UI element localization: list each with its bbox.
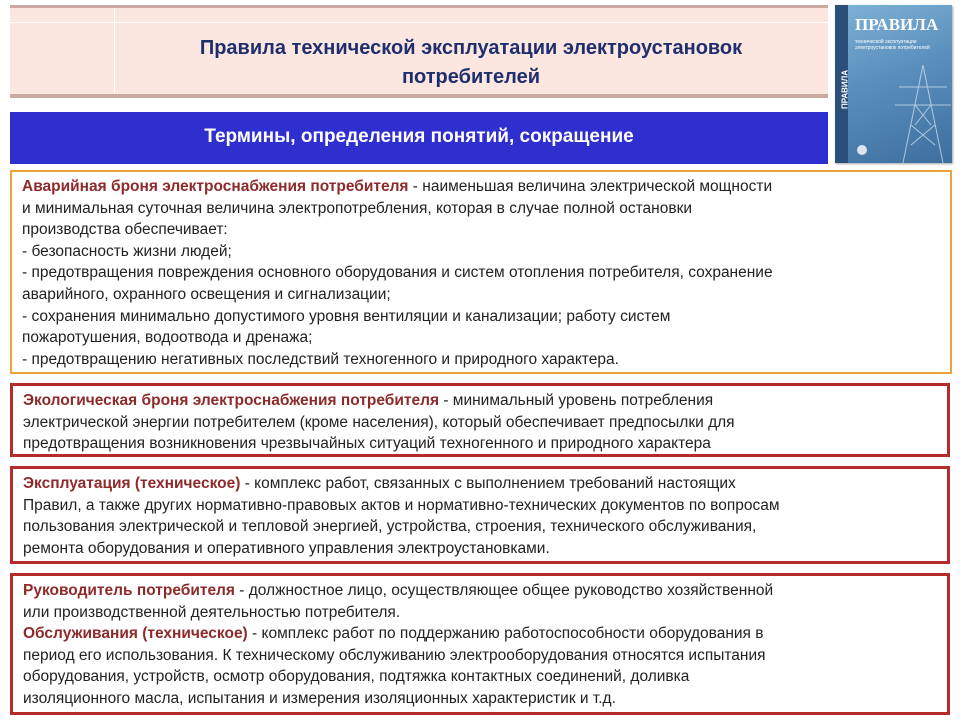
definition-box-operation — [10, 466, 950, 564]
section-subtitle: Термины, определения понятий, сокращение — [204, 126, 634, 147]
definition-line: и минимальная суточная величина электропотребления, которая в случае полной остановки — [22, 199, 693, 217]
page-title — [114, 34, 828, 92]
book-cover-title: ПРАВИЛА — [855, 15, 939, 34]
definition-line: производства обеспечивает: — [22, 221, 228, 239]
book-cover-subtitle: технической эксплуатации электроустановок потребителей — [855, 39, 930, 51]
definition-line: пользования электрической и тепловой энергией, устройства, строения, технического обслуживания, — [23, 518, 757, 536]
book-cover-image — [835, 5, 952, 163]
definition-line — [23, 623, 947, 645]
publisher-logo-icon — [857, 145, 867, 155]
definition-line: - безопасность жизни людей; — [22, 242, 232, 260]
definition-line: аварийного, охранного освещения и сигнализации; — [22, 285, 391, 303]
definition-term: Экологическая броня электроснабжения потребителя — [23, 392, 440, 409]
definition-line — [23, 580, 947, 602]
definition-text: - наименьшая величина электрической мощности — [408, 178, 773, 195]
definition-line: - предотвращения повреждения основного оборудования и систем отопления потребителя, сохранение — [22, 264, 773, 282]
definition-box-emergency-reserve — [10, 170, 952, 374]
definition-text: - комплекс работ по поддержанию работоспособности оборудования в — [247, 625, 764, 643]
definition-term: Руководитель потребителя — [23, 582, 235, 599]
definition-line: - предотвращению негативных последствий техногенного и природного характера. — [22, 350, 619, 368]
definition-line: - сохранения минимально допустимого уровня вентиляции и канализации; работу систем — [22, 307, 671, 325]
definition-line: или производственной деятельностью потребителя. — [23, 603, 401, 621]
definition-term: Обслуживания (техническое) — [23, 625, 248, 643]
banner-divider-horizontal — [10, 22, 828, 23]
definition-line — [23, 473, 947, 495]
definition-line — [22, 176, 950, 198]
definition-line: Правил, а также других нормативно-правовых актов и нормативно-технических документов по вопросам — [23, 496, 780, 514]
definition-line: изоляционного масла, испытания и измерения изоляционных характеристик и т.д. — [23, 689, 616, 707]
definition-line: период его использования. К техническому обслуживанию электрооборудования относятся испытания — [23, 646, 766, 664]
book-spine — [835, 5, 848, 163]
subtitle-band — [10, 112, 828, 164]
power-tower-icon — [895, 65, 951, 163]
definition-line: оборудования, устройств, осмотр оборудования, подтяжка контактных соединений, доливка — [23, 668, 690, 686]
definition-term: Эксплуатация (техническое) — [23, 475, 241, 492]
definition-line: ремонта оборудования и оперативного управления электроустановками. — [23, 539, 550, 557]
definition-line: предотвращения возникновения чрезвычайных ситуаций техногенного и природного характера — [23, 435, 711, 453]
book-spine-text: ПРАВИЛА — [840, 69, 850, 110]
definition-box-ecological-reserve — [10, 383, 950, 457]
page-title-line1: Правила технической эксплуатации электроустановок — [199, 37, 743, 59]
definition-line: пожаротушения, водоотвода и дренажа; — [22, 329, 313, 347]
page-title-line2: потребителей — [401, 66, 541, 88]
definition-line — [23, 390, 947, 412]
definition-term: Аварийная броня электроснабжения потребителя — [22, 178, 409, 195]
definition-line: электрической энергии потребителем (кроме населения), который обеспечивает предпосылки для — [23, 413, 735, 431]
definition-box-manager-maintenance — [10, 573, 950, 715]
title-banner — [10, 5, 828, 98]
definition-text: - минимальный уровень потребления — [439, 392, 714, 409]
definition-text: - должностное лицо, осуществляющее общее руководство хозяйственной — [234, 582, 774, 599]
definition-text: - комплекс работ, связанных с выполнением требований настоящих — [240, 475, 736, 492]
